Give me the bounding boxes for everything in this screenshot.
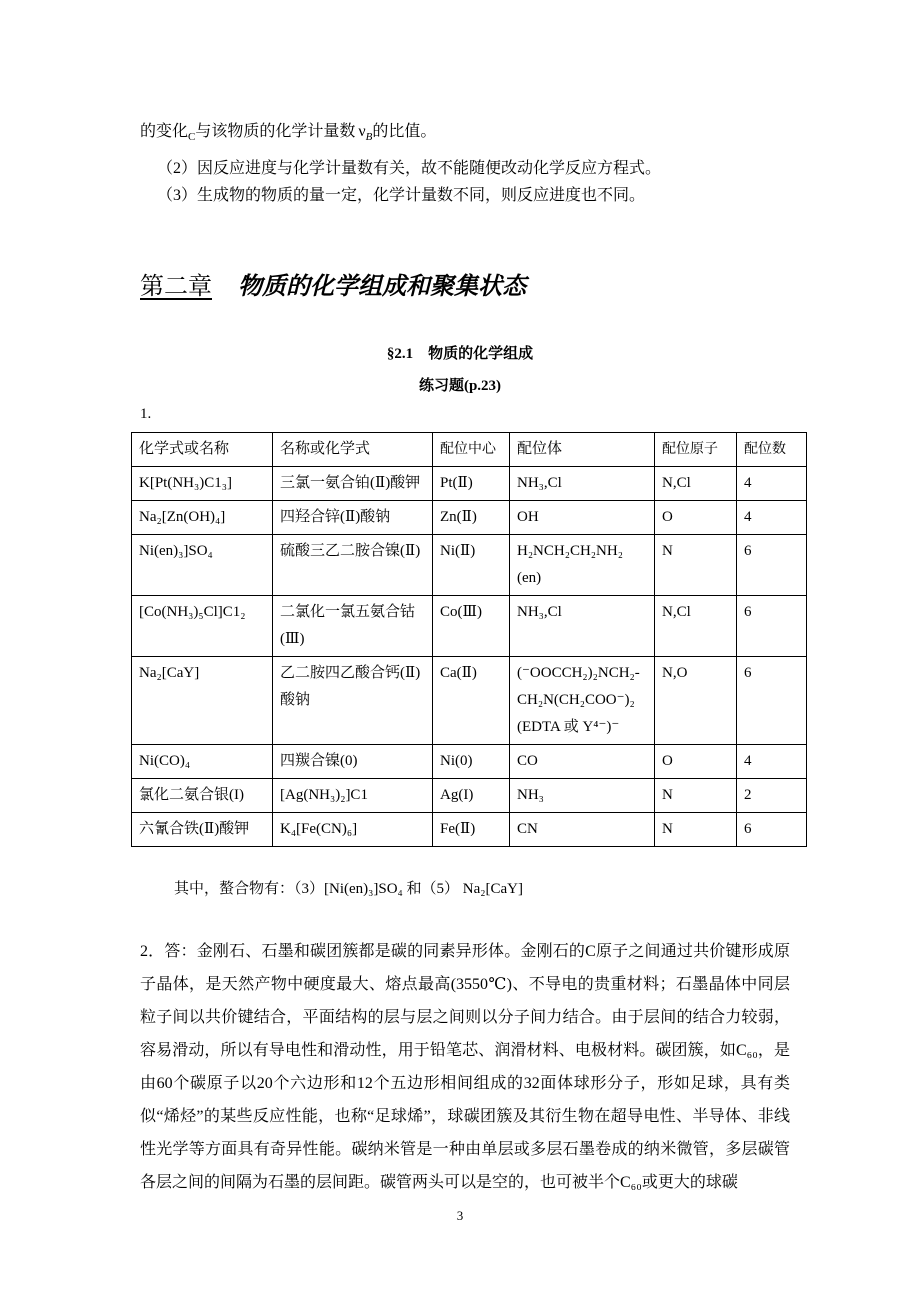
- table-row: [132, 779, 807, 813]
- table-row: [132, 535, 807, 596]
- section-title: §2.1 物质的化学组成: [386, 346, 534, 362]
- intro-text-b: 与该物质的化学计量数: [195, 123, 356, 140]
- cell-number: 6: [737, 657, 807, 745]
- cell-formula: K[Pt(NH₃)C1₃]: [132, 467, 273, 501]
- cell-center: Fe(Ⅱ): [433, 813, 510, 847]
- page-number: 3: [456, 1208, 464, 1223]
- table-row: [132, 657, 807, 745]
- table-row: [132, 745, 807, 779]
- header-atom: 配位原子: [655, 433, 737, 467]
- cell-center: Zn(Ⅱ): [433, 501, 510, 535]
- chapter-title: 物质的化学组成和聚集状态: [238, 274, 526, 300]
- nu-symbol: ν: [358, 123, 366, 140]
- cell-ligand: NH₃: [510, 779, 655, 813]
- cell-number: 4: [737, 501, 807, 535]
- cell-atom: N: [655, 535, 737, 596]
- coordination-table: [131, 432, 807, 847]
- cell-number: 4: [737, 745, 807, 779]
- cell-name: [Ag(NH₃)₂]C1: [273, 779, 433, 813]
- cell-number: 4: [737, 467, 807, 501]
- header-number: 配位数: [737, 433, 807, 467]
- cell-ligand: (⁻OOCCH₂)₂NCH₂-CH₂N(CH₂COO⁻)₂ (EDTA 或 Y⁴⁻)⁻: [510, 657, 655, 745]
- table-row: [132, 813, 807, 847]
- exercise-title: 练习题(p.23): [418, 378, 502, 394]
- cell-atom: N,O: [655, 657, 737, 745]
- cell-name: 四羰合镍(0): [273, 745, 433, 779]
- cell-name: 乙二胺四乙酸合钙(Ⅱ)酸钠: [273, 657, 433, 745]
- intro-line-2: （2）因反应进度与化学计量数有关，故不能随便改动化学反应方程式。: [157, 160, 662, 177]
- table-row: [132, 467, 807, 501]
- chapter-heading: [140, 266, 526, 301]
- header-center: 配位中心: [433, 433, 510, 467]
- header-formula: 化学式或名称: [132, 433, 273, 467]
- header-ligand: 配位体: [510, 433, 655, 467]
- cell-center: Co(Ⅲ): [433, 596, 510, 657]
- cell-formula: Ni(CO)₄: [132, 745, 273, 779]
- cell-ligand: NH₃,Cl: [510, 596, 655, 657]
- cell-formula: Na₂[CaY]: [132, 657, 273, 745]
- intro-text-a: 的变化: [140, 123, 189, 140]
- cell-number: 2: [737, 779, 807, 813]
- cell-formula: 氯化二氨合银(I): [132, 779, 273, 813]
- cell-atom: O: [655, 501, 737, 535]
- cell-center: Ag(I): [433, 779, 510, 813]
- cell-atom: O: [655, 745, 737, 779]
- cell-ligand: NH₃,Cl: [510, 467, 655, 501]
- cell-atom: N,Cl: [655, 467, 737, 501]
- cell-center: Ca(Ⅱ): [433, 657, 510, 745]
- cell-number: 6: [737, 596, 807, 657]
- intro-text-c: 的比值。: [372, 123, 437, 140]
- cell-formula: [Co(NH₃)₅Cl]C1₂: [132, 596, 273, 657]
- table-row: [132, 501, 807, 535]
- cell-name: 四羟合锌(Ⅱ)酸钠: [273, 501, 433, 535]
- table-header-row: [132, 433, 807, 467]
- cell-ligand: CO: [510, 745, 655, 779]
- header-name: 名称或化学式: [273, 433, 433, 467]
- cell-name: 三氯一氨合铂(Ⅱ)酸钾: [273, 467, 433, 501]
- cell-center: Pt(Ⅱ): [433, 467, 510, 501]
- cell-atom: N: [655, 813, 737, 847]
- cell-formula: Na₂[Zn(OH)₄]: [132, 501, 273, 535]
- cell-ligand: H₂NCH₂CH₂NH₂ (en): [510, 535, 655, 596]
- chelate-note: 其中，螯合物有：（3）[Ni(en)₃]SO₄ 和（5） Na₂[CaY]: [174, 881, 523, 897]
- cell-name: 二氯化一氯五氨合钴(Ⅲ): [273, 596, 433, 657]
- cell-center: Ni(0): [433, 745, 510, 779]
- cell-number: 6: [737, 813, 807, 847]
- table-row: [132, 596, 807, 657]
- cell-name: 硫酸三乙二胺合镍(Ⅱ): [273, 535, 433, 596]
- cell-formula: Ni(en)₃]SO₄: [132, 535, 273, 596]
- cell-atom: N,Cl: [655, 596, 737, 657]
- cell-atom: N: [655, 779, 737, 813]
- intro-sub-c: C: [188, 131, 196, 144]
- cell-number: 6: [737, 535, 807, 596]
- chapter-number: 第二章: [140, 274, 212, 300]
- cell-center: Ni(Ⅱ): [433, 535, 510, 596]
- answer-paragraph: 2．答：金刚石、石墨和碳团簇都是碳的同素异形体。金刚石的C原子之间通过共价键形成原子晶体，是天然产物中硬度最大、熔点最高(3550℃)、不导电的贵重材料；石墨晶体中同层粒子间以共价键结合，平面结构的层与层之间则以分子间力结合。由于层间的结合力较弱，容易滑动，所以有导电性和滑动性，用于铅笔芯、润滑材料、电极材料。碳团簇，如C₆₀，是由60个碳原子以20个六边形和12个五边形相间组成的32面体球形分子，形如足球，具有类似“烯烃”的某些反应性能，也称“足球烯”，球碳团簇及其衍生物在超导电性、半导体、非线性光学等方面具有奇异性能。碳纳米管是一种由单层或多层石墨卷成的纳米微管，多层碳管各层之间的间隔为石墨的层间距。碳管两头可以是空的，也可被半个C₆₀或更大的球碳: [140, 943, 790, 1191]
- cell-ligand: CN: [510, 813, 655, 847]
- intro-line-1: [140, 122, 436, 147]
- intro-line-3: （3）生成物的物质的量一定，化学计量数不同，则反应进度也不同。: [157, 187, 646, 204]
- cell-ligand: OH: [510, 501, 655, 535]
- cell-name: K₄[Fe(CN)₆]: [273, 813, 433, 847]
- nu-sub-b: B: [365, 131, 373, 144]
- cell-formula: 六氰合铁(Ⅱ)酸钾: [132, 813, 273, 847]
- question-1-label: 1.: [140, 406, 152, 422]
